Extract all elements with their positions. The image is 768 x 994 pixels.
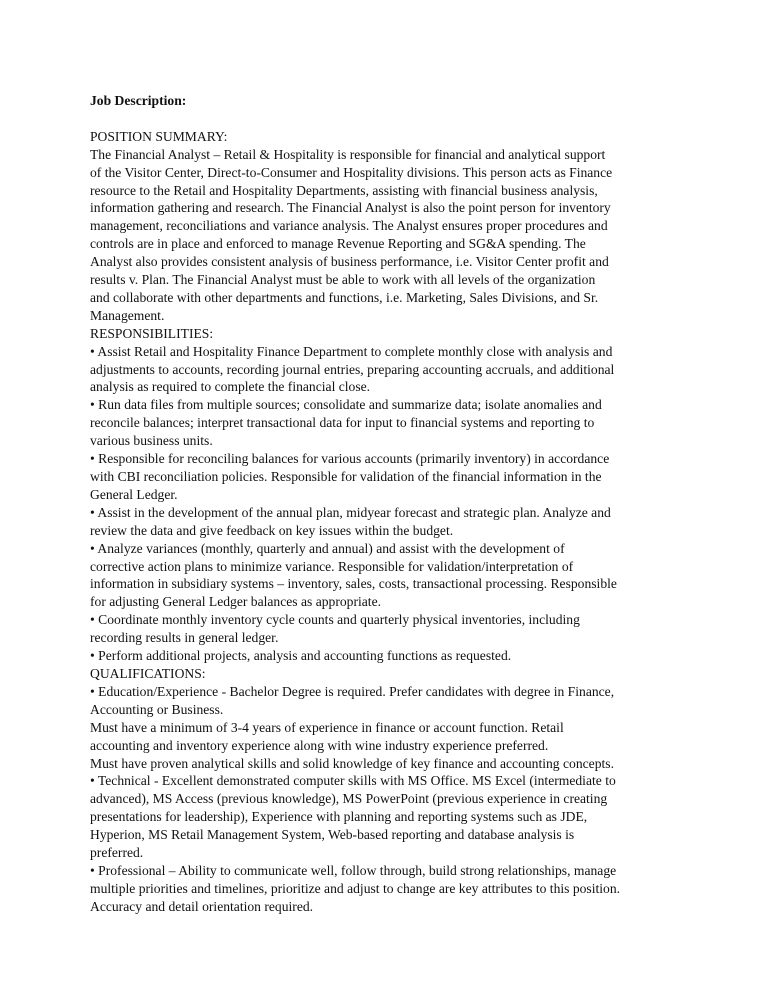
text-line: adjustments to accounts, recording journal entries, preparing accounting accruals, and additional bbox=[90, 361, 615, 377]
text-line: • Technical - Excellent demonstrated computer skills with MS Office. MS Excel (intermediate to bbox=[90, 773, 616, 789]
text-line: POSITION SUMMARY: bbox=[90, 128, 228, 144]
text-line: • Education/Experience - Bachelor Degree is required. Prefer candidates with degree in Finance, bbox=[90, 683, 615, 699]
document-page bbox=[90, 92, 690, 916]
text-line: reconcile balances; interpret transactional data for input to financial systems and reporting to bbox=[90, 415, 595, 431]
text-line: corrective action plans to minimize variance. Responsible for validation/interpretation of bbox=[90, 558, 574, 574]
text-line: of the Visitor Center, Direct-to-Consumer and Hospitality divisions. This person acts as Finance bbox=[90, 164, 613, 180]
text-line: recording results in general ledger. bbox=[90, 630, 279, 646]
text-line: The Financial Analyst – Retail & Hospitality is responsible for financial and analytical support bbox=[90, 146, 606, 162]
text-line: advanced), MS Access (previous knowledge), MS PowerPoint (previous experience in creating bbox=[90, 791, 608, 807]
text-line: Hyperion, MS Retail Management System, Web-based reporting and database analysis is bbox=[90, 827, 575, 843]
document-body bbox=[90, 128, 690, 916]
text-line: controls are in place and enforced to manage Revenue Reporting and SG&A spending. The bbox=[90, 236, 586, 252]
text-line: • Assist in the development of the annual plan, midyear forecast and strategic plan. Analyze and bbox=[90, 504, 611, 520]
text-line: Accuracy and detail orientation required. bbox=[90, 898, 314, 914]
text-line: Analyst also provides consistent analysis of business performance, i.e. Visitor Center profit and bbox=[90, 254, 609, 270]
document-title: Job Description: bbox=[90, 93, 187, 108]
text-line: information gathering and research. The Financial Analyst is also the point person for inventory bbox=[90, 200, 611, 216]
text-line: Must have proven analytical skills and solid knowledge of key finance and accounting concepts. bbox=[90, 755, 614, 771]
text-line: • Coordinate monthly inventory cycle counts and quarterly physical inventories, including bbox=[90, 612, 580, 628]
text-line: QUALIFICATIONS: bbox=[90, 665, 206, 681]
text-line: resource to the Retail and Hospitality Departments, assisting with financial business analysis, bbox=[90, 182, 598, 198]
text-line: RESPONSIBILITIES: bbox=[90, 325, 214, 341]
text-line: presentations for leadership), Experience with planning and reporting systems such as JDE, bbox=[90, 809, 588, 825]
text-line: • Run data files from multiple sources; consolidate and summarize data; isolate anomalies and bbox=[90, 397, 602, 413]
text-line: multiple priorities and timelines, prioritize and adjust to change are key attributes to this position. bbox=[90, 880, 621, 896]
text-line: General Ledger. bbox=[90, 486, 178, 502]
text-line: results v. Plan. The Financial Analyst must be able to work with all levels of the organization bbox=[90, 272, 596, 288]
text-line: and collaborate with other departments and functions, i.e. Marketing, Sales Divisions, and Sr. bbox=[90, 289, 599, 305]
blank-line bbox=[90, 110, 690, 128]
text-line: preferred. bbox=[90, 845, 144, 861]
text-line: accounting and inventory experience along with wine industry experience preferred. bbox=[90, 737, 549, 753]
text-line: • Responsible for reconciling balances for various accounts (primarily inventory) in accordance bbox=[90, 451, 610, 467]
text-line: various business units. bbox=[90, 433, 213, 449]
text-line: • Professional – Ability to communicate well, follow through, build strong relationships, manage bbox=[90, 862, 617, 878]
text-line: review the data and give feedback on key issues within the budget. bbox=[90, 522, 454, 538]
text-line: with CBI reconciliation policies. Responsible for validation of the financial information in the bbox=[90, 469, 602, 485]
text-line: for adjusting General Ledger balances as appropriate. bbox=[90, 594, 382, 610]
text-line: • Analyze variances (monthly, quarterly and annual) and assist with the development of bbox=[90, 540, 565, 556]
text-line: • Perform additional projects, analysis and accounting functions as requested. bbox=[90, 648, 512, 664]
text-line: analysis as required to complete the financial close. bbox=[90, 379, 371, 395]
text-line: • Assist Retail and Hospitality Finance Department to complete monthly close with analysis and bbox=[90, 343, 613, 359]
text-line: management, reconciliations and variance analysis. The Analyst ensures proper procedures and bbox=[90, 218, 608, 234]
text-line: information in subsidiary systems – inventory, sales, costs, transactional processing. Responsible bbox=[90, 576, 617, 592]
text-line: Must have a minimum of 3-4 years of experience in finance or account function. Retail bbox=[90, 719, 564, 735]
text-line: Accounting or Business. bbox=[90, 701, 224, 717]
text-line: Management. bbox=[90, 307, 165, 323]
